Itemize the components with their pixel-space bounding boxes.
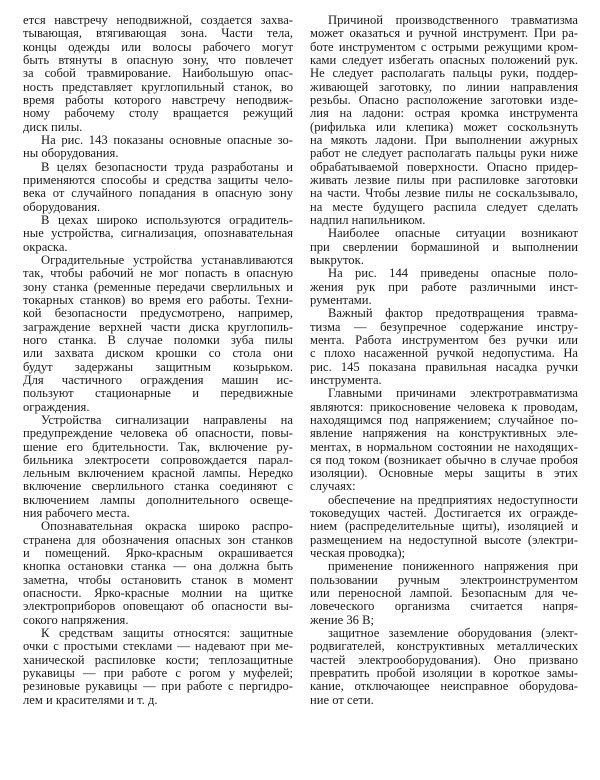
text-line: живать лезвие пилы при распиловке заготовки bbox=[310, 172, 578, 187]
text-line: концы одежды или волосы рабочего могут bbox=[23, 39, 293, 54]
text-line: На рис. 144 приведены опасные поло- bbox=[328, 266, 578, 281]
paragraph bbox=[23, 14, 293, 134]
text-line: пользуют стационарные и передвижные bbox=[23, 386, 293, 401]
text-line: включение сверлильного станка соединяют с bbox=[23, 479, 293, 494]
text-line: включением лампы дополнительного освеще- bbox=[23, 492, 293, 507]
text-line: применяются способы и средства защиты чело- bbox=[23, 172, 293, 187]
paragraph bbox=[23, 414, 293, 521]
text-line: ловеческого организма считается напря- bbox=[310, 599, 578, 614]
text-line: шение его бдительности. Так, включение ру- bbox=[23, 439, 293, 454]
text-line: кнопка остановки станка — она должна быть bbox=[23, 559, 293, 574]
text-line: или захвата диском крошки со стола они bbox=[23, 346, 293, 361]
paragraph bbox=[23, 254, 293, 414]
text-line: ны оборудования. bbox=[23, 146, 119, 161]
paragraph bbox=[23, 520, 293, 627]
text-line: работ не следует располагать пальцы руки ниже bbox=[310, 146, 578, 161]
text-line: ческая проводка); bbox=[310, 546, 406, 561]
text-line: нием (распределительные щиты), изоляцией и bbox=[310, 519, 578, 534]
text-line: Оградительные устройства устанавливаются bbox=[41, 252, 293, 267]
text-line: выкруток. bbox=[310, 252, 364, 267]
text-line: Причиной производственного травматизма bbox=[328, 13, 578, 27]
text-line: ния рабочего места. bbox=[23, 506, 130, 521]
text-line: обеспечение на предприятиях недоступности bbox=[328, 492, 578, 507]
text-line: Главными причинами электротравматизма bbox=[328, 386, 578, 401]
text-line: за собой травмирование. Наибольшую опас- bbox=[23, 66, 293, 81]
text-line: может оказаться и ручной инструмент. При ра- bbox=[310, 26, 578, 41]
right-column bbox=[310, 14, 578, 707]
text-line: находящимся под напряжением; случайное по- bbox=[310, 412, 578, 427]
text-line: боте инструментом с острыми режущими кром- bbox=[310, 39, 578, 54]
text-line: размещением на недоступной высоте (электри- bbox=[310, 532, 578, 547]
text-line: странена для обозначения опасных зон станков bbox=[23, 532, 293, 547]
text-line: и помещений. Ярко-красным окрашивается bbox=[23, 546, 293, 561]
paragraph bbox=[23, 214, 293, 254]
text-line: резьбы. Опасно расположение заготовки изде- bbox=[310, 92, 578, 107]
text-line: В целях безопасности труда разработаны и bbox=[41, 159, 293, 174]
paragraph bbox=[310, 227, 578, 267]
text-line: тывающая, втягивающая зона. Части тела, bbox=[23, 26, 293, 41]
text-line: лем и красителями и т. д. bbox=[23, 692, 158, 707]
text-line: заграждение верхней части диска круглопиль- bbox=[23, 319, 293, 334]
text-line: бильника электросети сопровождается парал- bbox=[23, 452, 293, 467]
text-line: применение пониженного напряжения при bbox=[328, 559, 578, 574]
text-line: зону станка (ременные передачи сверлильных и bbox=[23, 279, 293, 294]
text-line: токарных станков) во время его работы. Техни- bbox=[23, 292, 293, 307]
text-line: очки с простыми стеклами — надевают при ме- bbox=[23, 639, 293, 654]
text-line: при сверлении бормашиной и выполнении bbox=[310, 239, 578, 254]
text-line: (рифилька или клепика) может соскользнуть bbox=[310, 119, 578, 134]
paragraph bbox=[310, 307, 578, 387]
text-line: инструмента. bbox=[310, 372, 382, 387]
text-line: явление напряжения на конструктивных эле- bbox=[310, 426, 578, 441]
text-line: изоляции). Основные меры защиты в этих bbox=[310, 466, 578, 481]
text-line: Устройства сигнализации направлены на bbox=[41, 412, 293, 427]
text-line: Опознавательная окраска широко распро- bbox=[41, 519, 293, 534]
text-line: Не следует располагать пальцы руки, поддер- bbox=[310, 66, 578, 81]
text-line: ность представляет круглопильный станок, во bbox=[23, 79, 293, 94]
text-line: ками следует избегать опасных положений рук. bbox=[310, 52, 578, 67]
text-line: с плохо насаженной ручкой недопустима. На bbox=[310, 346, 578, 361]
text-line: так, чтобы рабочий не мог попасть в опасную bbox=[23, 266, 293, 281]
text-line: обрабатываемой поверхности. Опасно придер- bbox=[310, 159, 578, 174]
paragraph bbox=[310, 494, 578, 561]
text-line: мента. Работа инструментом без ручки или bbox=[310, 332, 578, 347]
text-line: на части. Чтобы лезвие пилы не соскальзывало, bbox=[310, 186, 578, 201]
paragraph bbox=[310, 387, 578, 494]
text-line: родвигателей, конструктивных металлических bbox=[310, 639, 578, 654]
text-line: ханической распиловке кости; теплозащитные bbox=[23, 652, 293, 667]
text-line: сокого напряжения. bbox=[23, 612, 129, 627]
text-line: тизма — безупречное содержание инстру- bbox=[310, 319, 578, 334]
text-line: опасности. Ярко-красные молнии на щитке bbox=[23, 586, 293, 601]
text-line: ному рабочему столу вращается режущий bbox=[23, 106, 293, 121]
text-line: на мякоть ладони. При выполнении ажурных bbox=[310, 132, 578, 147]
text-line: лия на ладони: острая кромка инструмента bbox=[310, 106, 578, 121]
text-line: надпил напильником. bbox=[310, 212, 426, 227]
paragraph bbox=[23, 627, 293, 707]
text-line: заметна, чтобы остановить станок в момент bbox=[23, 572, 293, 587]
text-line: В цехах широко используются оградитель- bbox=[41, 212, 293, 227]
text-line: ограждения. bbox=[23, 399, 90, 414]
text-line: К средствам защиты относятся: защитные bbox=[41, 626, 293, 641]
text-line: рис. 145 показана правильная насадка ручки bbox=[310, 359, 578, 374]
text-line: ментах, в нормальном состоянии не находящих- bbox=[310, 439, 578, 454]
text-line: на месте будущего распила следует сделать bbox=[310, 199, 578, 214]
text-line: кание, отключающее неисправное оборудова- bbox=[310, 679, 578, 694]
text-line: ного станка. В случае поломки зуба пилы bbox=[23, 332, 293, 347]
text-line: рукавицы — при работе с рогом у муфелей; bbox=[23, 666, 293, 681]
paragraph bbox=[310, 627, 578, 707]
text-line: ется навстречу неподвижной, создается захва- bbox=[23, 13, 293, 27]
text-line: защитное заземление оборудования (элект- bbox=[328, 626, 578, 641]
paragraph bbox=[310, 560, 578, 627]
text-line: являются: прикосновение человека к проводам, bbox=[310, 399, 578, 414]
paragraph bbox=[23, 161, 293, 214]
text-line: века от случайного попадания в опасную зону bbox=[23, 186, 293, 201]
text-line: токоведущих частей. Достигается их огражде- bbox=[310, 506, 578, 521]
paragraph bbox=[310, 14, 578, 227]
text-line: Для частичного ограждения машин ис- bbox=[23, 372, 293, 387]
text-line: пользовании ручным электроинструментом bbox=[310, 572, 578, 587]
paragraph bbox=[23, 134, 293, 161]
text-line: рументами. bbox=[310, 292, 372, 307]
text-line: предупреждение человека об опасности, повы- bbox=[23, 426, 293, 441]
text-line: оборудования. bbox=[23, 199, 101, 214]
text-line: резиновые рукавицы — при работе с пергидро- bbox=[23, 679, 293, 694]
text-line: кой безопасности предусмотрено, например, bbox=[23, 306, 293, 321]
text-line: живающей заготовку, по линии направления bbox=[310, 79, 578, 94]
text-line: электроприборов оповещают об опасности вы- bbox=[23, 599, 293, 614]
text-line: превратить пробой изоляции в короткое замы- bbox=[310, 666, 578, 681]
text-line: лельным включением красной лампы. Нередко bbox=[23, 466, 293, 481]
text-line: частей электрооборудования). Оно призвано bbox=[310, 652, 578, 667]
paragraph bbox=[310, 267, 578, 307]
text-line: Важный фактор предотвращения травма- bbox=[328, 306, 578, 321]
text-line: окраска. bbox=[23, 239, 68, 254]
text-line: жение 36 В; bbox=[310, 612, 374, 627]
text-line: ние от сети. bbox=[310, 692, 374, 707]
text-line: жения рук при работе различными инст- bbox=[310, 279, 578, 294]
text-line: или переносной лампой. Безопасным для че- bbox=[310, 586, 578, 601]
text-line: будут задержаны защитным козырьком. bbox=[23, 359, 293, 374]
text-line: ся под током (возникает обычно в случае пробоя bbox=[310, 452, 578, 467]
left-column bbox=[23, 14, 293, 707]
text-line: На рис. 143 показаны основные опасные зо- bbox=[41, 132, 293, 147]
text-line: ные устройства, сигнализация, опознавательная bbox=[23, 226, 293, 241]
text-line: случаях: bbox=[310, 479, 356, 494]
text-line: время работы которого навстречу неподвиж- bbox=[23, 92, 293, 107]
text-line: быть втянуты в опасную зону, что повлечет bbox=[23, 52, 293, 67]
text-line: Наиболее опасные ситуации возникают bbox=[328, 226, 578, 241]
text-line: диск пилы. bbox=[23, 119, 83, 134]
